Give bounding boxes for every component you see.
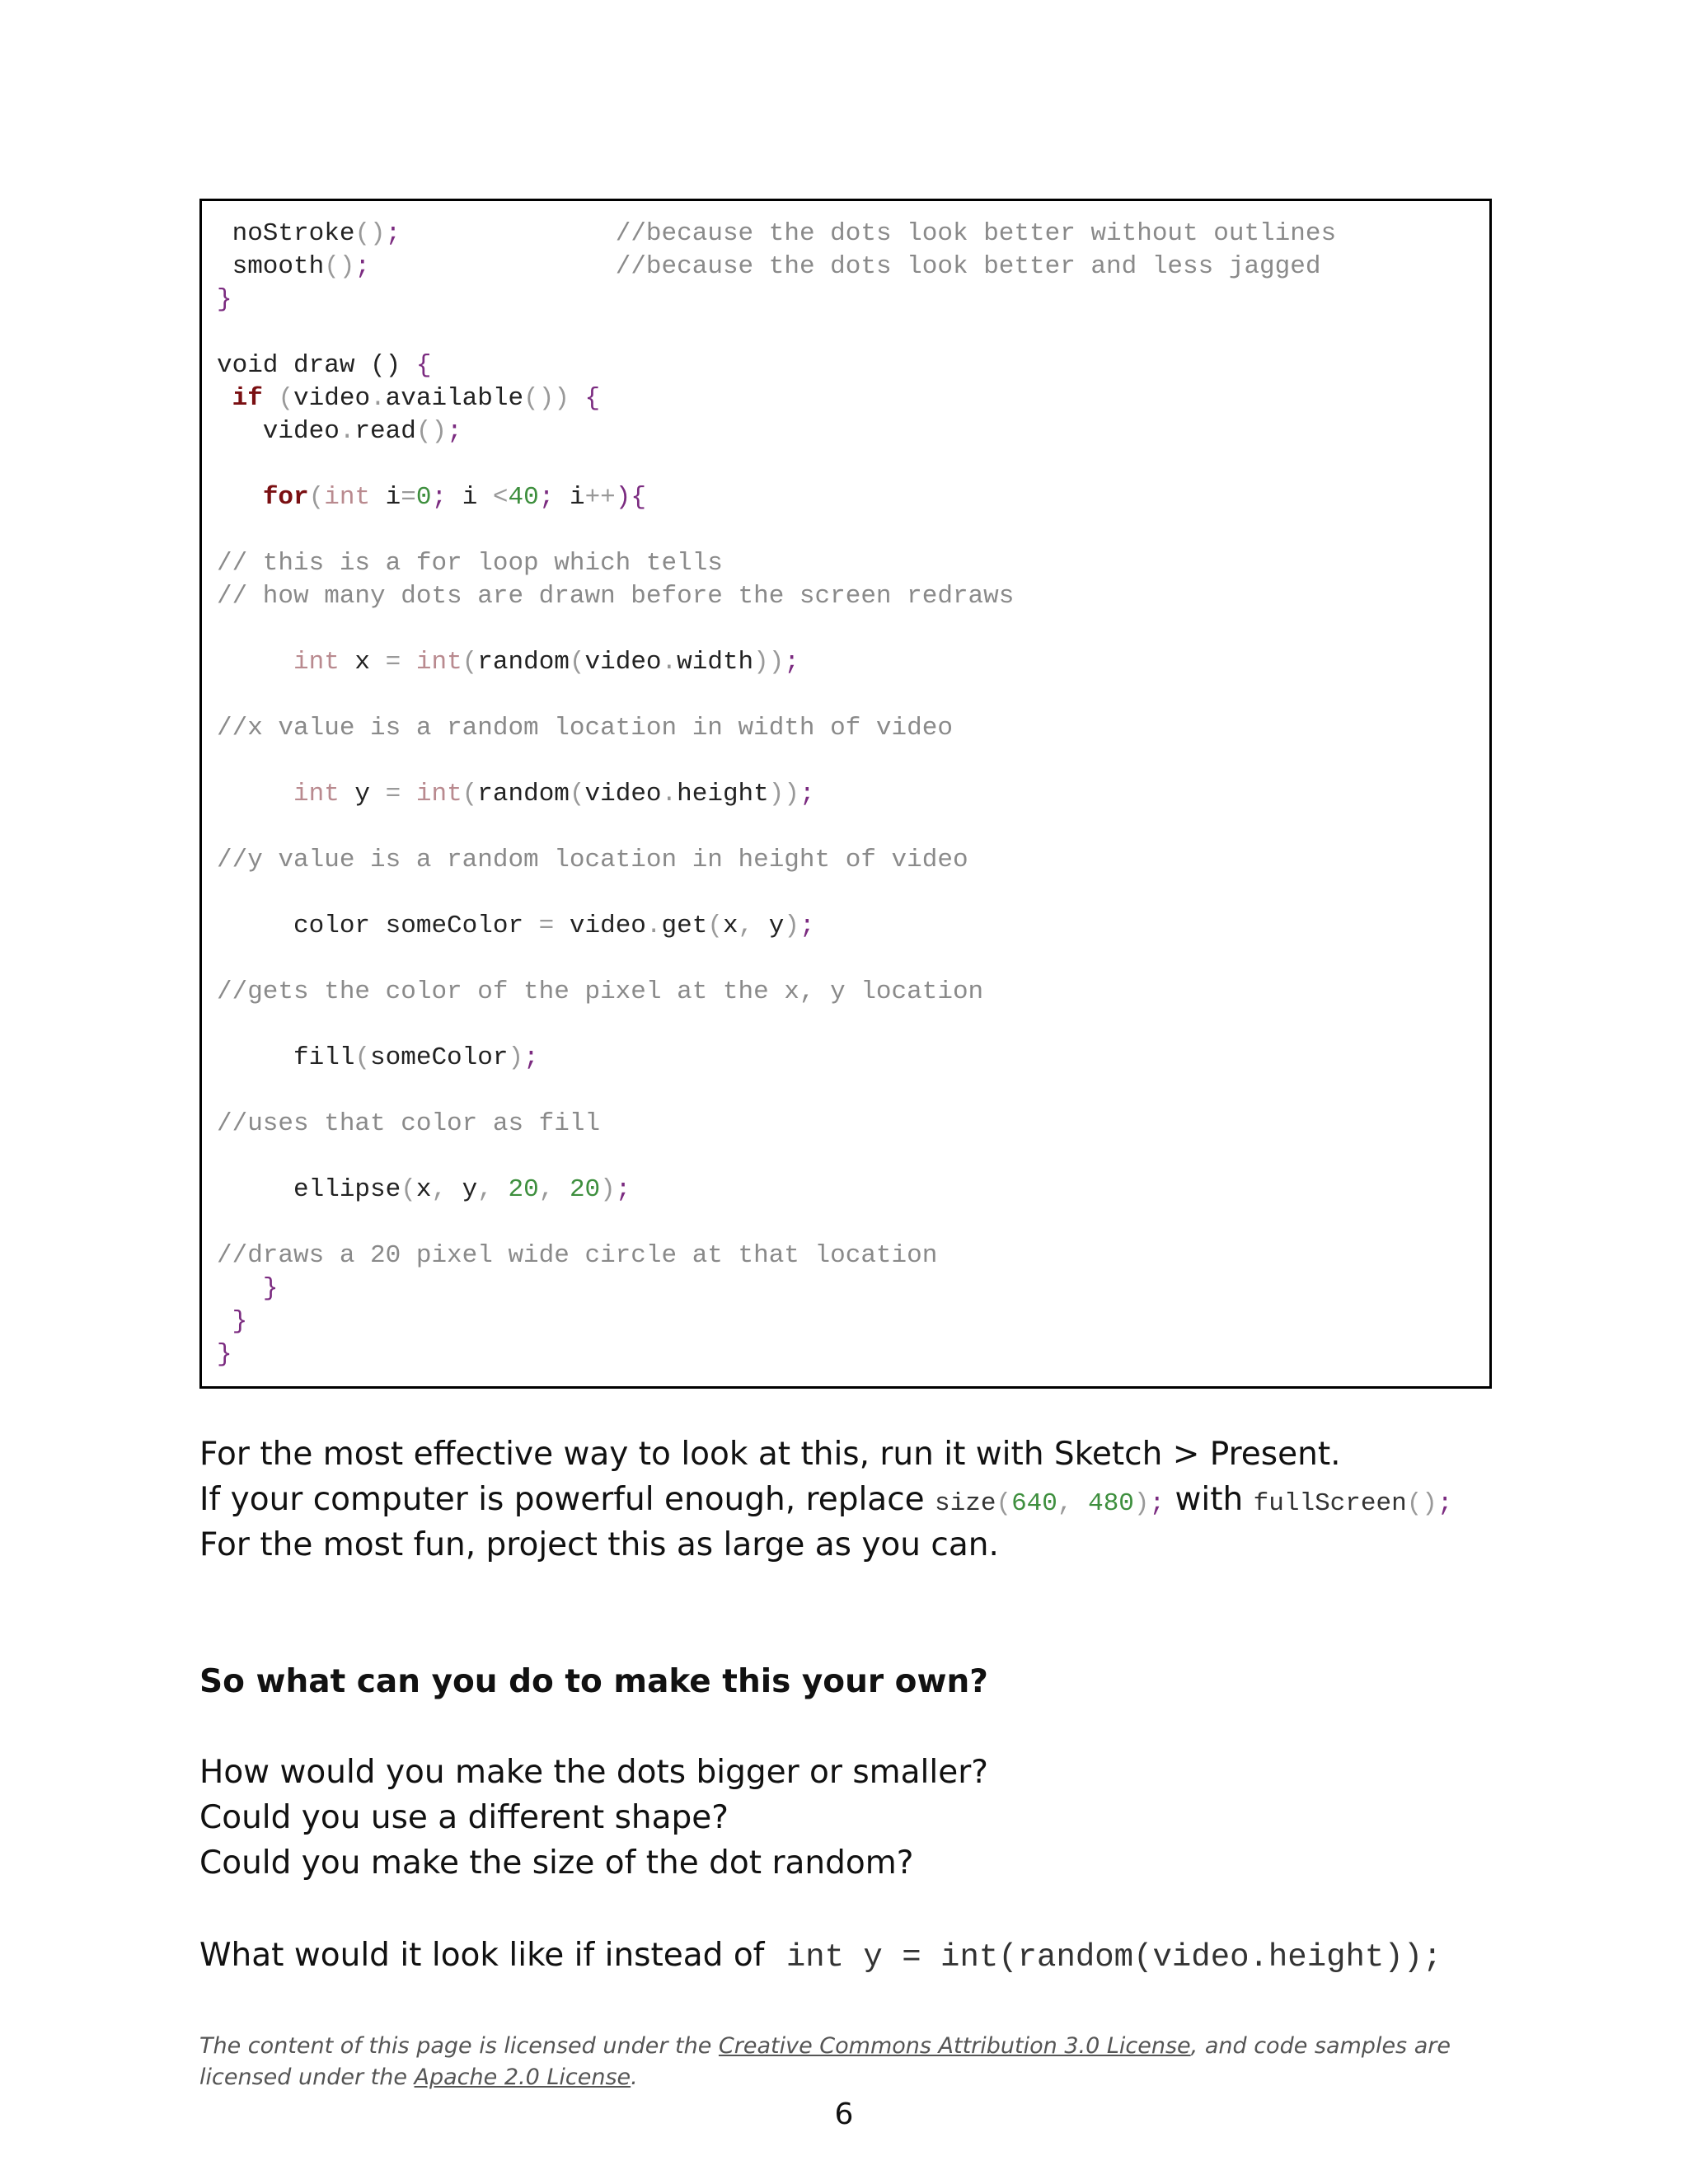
code-token: {: [415, 351, 432, 380]
code-token: =: [385, 648, 401, 677]
code-token: ellipse: [217, 1175, 401, 1204]
instruction-line-2-text-a: If your computer is powerful enough, replace: [199, 1481, 935, 1518]
code-token: height: [677, 780, 769, 808]
code-token: ;: [431, 483, 448, 512]
question-2: Could you use a different shape?: [199, 1799, 729, 1836]
code-token: ;: [799, 780, 815, 808]
code-token: }: [217, 1340, 232, 1369]
code-token: )): [753, 648, 785, 677]
code-token: ): [1133, 1489, 1150, 1518]
code-line: [202, 481, 1489, 514]
code-token: 480: [1088, 1489, 1134, 1518]
code-line: [202, 251, 1489, 284]
final-question: [199, 1937, 1442, 1975]
code-token: y: [753, 912, 785, 940]
code-token: [217, 1307, 232, 1336]
code-token: [217, 384, 232, 413]
code-token: .: [661, 780, 678, 808]
footer-text-b: , and code samples are licensed under the: [199, 2033, 1451, 2090]
code-token: =: [401, 483, 416, 512]
code-token: (: [462, 780, 478, 808]
code-line: [202, 844, 1489, 877]
code-line: [202, 1272, 1489, 1305]
code-token: [217, 483, 263, 512]
code-line: [202, 382, 1489, 415]
code-token: =: [385, 780, 401, 808]
code-token: int: [415, 780, 462, 808]
question-3: Could you make the size of the dot random?: [199, 1844, 914, 1882]
code-token: get: [661, 912, 708, 940]
license-footer: [199, 2031, 1502, 2093]
code-token: [401, 648, 416, 677]
code-token: ): [600, 1175, 616, 1204]
code-token: i: [370, 483, 401, 512]
code-token: [217, 1274, 263, 1303]
code-token: [570, 384, 585, 413]
code-token: someColor: [370, 1043, 509, 1072]
code-token: video: [217, 417, 340, 446]
code-token: x: [339, 648, 386, 677]
code-token: int: [293, 648, 340, 677]
code-token: random: [477, 648, 570, 677]
code-token: }: [232, 1307, 248, 1336]
code-line: [202, 218, 1489, 251]
code-token: <: [492, 483, 509, 512]
code-token: ,: [431, 1175, 448, 1204]
code-token: video: [554, 912, 646, 940]
code-line: [202, 1305, 1489, 1338]
code-token: [217, 780, 293, 808]
code-line: [202, 547, 1489, 580]
code-token: (: [462, 648, 478, 677]
code-token: (: [308, 483, 325, 512]
code-token: (: [354, 1043, 371, 1072]
code-token: (: [569, 780, 585, 808]
code-token: //uses that color as fill: [217, 1109, 601, 1138]
cc-license-link[interactable]: Creative Commons Attribution 3.0 License: [718, 2033, 1191, 2059]
code-token: color someColor: [217, 912, 539, 940]
code-token: [1072, 1489, 1088, 1518]
code-token: y: [447, 1175, 478, 1204]
code-token: ;: [354, 252, 371, 281]
code-token: noStroke: [217, 219, 355, 248]
code-token: .: [645, 912, 662, 940]
code-line: [202, 1338, 1489, 1371]
code-line: [202, 976, 1489, 1009]
code-line: [202, 415, 1489, 448]
code-line: [202, 349, 1489, 382]
code-token: int: [324, 483, 371, 512]
question-1: How would you make the dots bigger or smaller?: [199, 1754, 988, 1791]
code-line: [202, 712, 1489, 745]
code-token: (: [707, 912, 723, 940]
inline-code-size: [935, 1489, 1165, 1518]
instruction-line-3: For the most fun, project this as large as you can.: [199, 1526, 999, 1563]
code-token: [554, 1175, 570, 1204]
code-token: (: [569, 648, 585, 677]
code-token: fullScreen: [1253, 1489, 1407, 1518]
code-token: void draw (): [217, 351, 416, 380]
code-line: [202, 580, 1489, 613]
final-question-code: int y = int(random(video.height));: [785, 1939, 1442, 1975]
code-token: // how many dots are drawn before the screen redraws: [217, 582, 1015, 611]
code-token: ;: [615, 1175, 631, 1204]
code-token: video: [584, 780, 662, 808]
code-token: ,: [477, 1175, 493, 1204]
code-token: 640: [1011, 1489, 1057, 1518]
code-token: //because the dots look better without outlines: [615, 219, 1337, 248]
instruction-line-2-text-b: with: [1165, 1481, 1254, 1518]
code-token: {: [584, 384, 601, 413]
code-token: read: [354, 417, 416, 446]
code-token: x: [722, 912, 738, 940]
code-token: (: [278, 384, 294, 413]
code-token: ,: [738, 912, 754, 940]
apache-license-link[interactable]: Apache 2.0 License: [414, 2064, 631, 2090]
code-line: [202, 1108, 1489, 1141]
code-token: if: [232, 384, 263, 413]
code-token: .: [370, 384, 386, 413]
code-token: // this is a for loop which tells: [217, 549, 723, 578]
code-token: ,: [538, 1175, 555, 1204]
code-token: (: [401, 1175, 416, 1204]
code-token: .: [339, 417, 355, 446]
code-token: ,: [1057, 1489, 1073, 1518]
code-token: i: [447, 483, 493, 512]
code-token: x: [415, 1175, 432, 1204]
code-token: int: [293, 780, 340, 808]
code-line: [202, 646, 1489, 679]
code-token: [401, 219, 615, 248]
code-line: [202, 1240, 1489, 1272]
code-token: //because the dots look better and less jagged: [615, 252, 1321, 281]
code-token: random: [477, 780, 570, 808]
code-token: )): [768, 780, 799, 808]
instruction-line-2: [199, 1481, 1453, 1518]
code-token: ;: [1149, 1489, 1165, 1518]
code-token: .: [661, 648, 678, 677]
code-token: ): [508, 1043, 524, 1072]
code-token: video: [584, 648, 662, 677]
code-token: ): [784, 912, 799, 940]
code-token: ;: [447, 417, 462, 446]
code-token: (: [996, 1489, 1012, 1518]
code-token: int: [415, 648, 462, 677]
instruction-line-1: For the most effective way to look at this, run it with Sketch > Present.: [199, 1436, 1341, 1473]
code-token: 40: [508, 483, 539, 512]
code-token: smooth: [217, 252, 325, 281]
code-token: ;: [523, 1043, 539, 1072]
inline-code-fullscreen: [1254, 1489, 1453, 1518]
code-token: (): [324, 252, 355, 281]
code-token: [370, 252, 616, 281]
code-line: [202, 910, 1489, 943]
footer-text-a: The content of this page is licensed under the: [199, 2033, 719, 2059]
code-token: ()): [523, 384, 570, 413]
footer-text-c: .: [631, 2064, 638, 2090]
code-token: }: [217, 285, 232, 314]
code-line: [202, 1174, 1489, 1207]
code-token: //y value is a random location in height of video: [217, 846, 968, 874]
code-token: 20: [569, 1175, 601, 1204]
code-token: video: [293, 384, 371, 413]
code-token: y: [339, 780, 386, 808]
code-line: [202, 284, 1489, 316]
code-token: width: [677, 648, 754, 677]
code-token: 20: [508, 1175, 539, 1204]
code-token: //x value is a random location in width of video: [217, 714, 953, 743]
code-token: ;: [1437, 1489, 1453, 1518]
code-token: i: [554, 483, 585, 512]
code-token: [217, 648, 293, 677]
code-token: 0: [415, 483, 432, 512]
section-heading: So what can you do to make this your own?: [199, 1663, 988, 1700]
code-token: [263, 384, 279, 413]
code-token: //gets the color of the pixel at the x, y location: [217, 977, 984, 1006]
code-token: ;: [538, 483, 555, 512]
code-token: //draws a 20 pixel wide circle at that location: [217, 1241, 938, 1270]
code-token: ++: [584, 483, 616, 512]
code-token: fill: [217, 1043, 355, 1072]
code-token: [401, 780, 416, 808]
code-token: }: [262, 1274, 279, 1303]
code-token: ;: [385, 219, 401, 248]
code-line: [202, 1042, 1489, 1075]
code-token: (): [354, 219, 386, 248]
final-question-text: What would it look like if instead of: [199, 1937, 775, 1974]
code-block: [199, 199, 1492, 1389]
code-token: ;: [799, 912, 815, 940]
code-token: =: [538, 912, 555, 940]
code-line: [202, 778, 1489, 811]
page-number: 6: [834, 2097, 854, 2131]
code-token: size: [935, 1489, 996, 1518]
code-token: ;: [784, 648, 799, 677]
code-token: ){: [615, 483, 646, 512]
code-token: (): [1406, 1489, 1437, 1518]
code-token: for: [262, 483, 309, 512]
code-token: (): [415, 417, 448, 446]
code-token: available: [385, 384, 524, 413]
code-token: [493, 1175, 509, 1204]
